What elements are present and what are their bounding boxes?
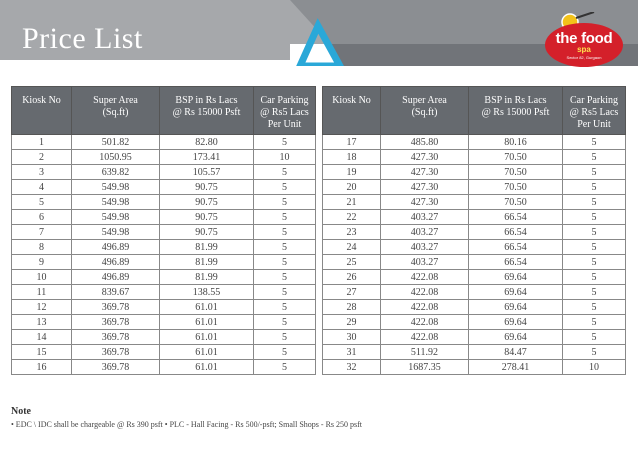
table-cell: 369.78 xyxy=(72,330,160,345)
table-cell: 66.54 xyxy=(469,225,563,240)
price-table-left xyxy=(11,86,316,375)
table-cell: 5 xyxy=(563,330,626,345)
table-cell: 5 xyxy=(254,300,316,315)
column-header-line: BSP in Rs Lacs xyxy=(175,95,238,106)
table-cell: 29 xyxy=(323,315,381,330)
table-cell: 28 xyxy=(323,300,381,315)
column-header-line: @ Rs 15000 Psft xyxy=(481,107,550,118)
table-cell: 5 xyxy=(563,240,626,255)
table-row xyxy=(12,165,316,180)
table-row xyxy=(323,180,626,195)
table-row xyxy=(323,135,626,150)
table-cell: 403.27 xyxy=(381,210,469,225)
column-header-line: (Sq.ft) xyxy=(102,107,129,118)
table-cell: 61.01 xyxy=(160,315,254,330)
table-cell: 4 xyxy=(12,180,72,195)
column-header-line: Kiosk No xyxy=(22,95,61,106)
table-cell: 25 xyxy=(323,255,381,270)
column-header-line: @ Rs5 Lacs xyxy=(260,107,309,118)
table-cell: 422.08 xyxy=(381,315,469,330)
table-row xyxy=(323,285,626,300)
table-cell: 10 xyxy=(563,360,626,375)
table-cell: 496.89 xyxy=(72,255,160,270)
table-cell: 70.50 xyxy=(469,180,563,195)
table-cell: 7 xyxy=(12,225,72,240)
table-cell: 5 xyxy=(254,270,316,285)
table-cell: 13 xyxy=(12,315,72,330)
table-cell: 82.80 xyxy=(160,135,254,150)
table-cell: 5 xyxy=(563,165,626,180)
table-cell: 81.99 xyxy=(160,270,254,285)
table-cell: 369.78 xyxy=(72,315,160,330)
table-cell: 5 xyxy=(254,195,316,210)
table-cell: 839.67 xyxy=(72,285,160,300)
table-cell: 10 xyxy=(12,270,72,285)
table-cell: 138.55 xyxy=(160,285,254,300)
logo-location: Sector 82, Gurgaon xyxy=(566,55,602,60)
table-cell: 369.78 xyxy=(72,345,160,360)
table-cell: 61.01 xyxy=(160,360,254,375)
table-cell: 18 xyxy=(323,150,381,165)
table-cell: 69.64 xyxy=(469,270,563,285)
table-row xyxy=(323,315,626,330)
table-row xyxy=(12,345,316,360)
table-cell: 22 xyxy=(323,210,381,225)
table-cell: 5 xyxy=(563,300,626,315)
the-food-spa-logo xyxy=(544,12,624,70)
table-cell: 5 xyxy=(563,285,626,300)
table-row xyxy=(12,300,316,315)
table-cell: 422.08 xyxy=(381,330,469,345)
table-cell: 90.75 xyxy=(160,210,254,225)
table-cell: 5 xyxy=(563,180,626,195)
table-cell: 23 xyxy=(323,225,381,240)
table-row xyxy=(323,360,626,375)
table-cell: 66.54 xyxy=(469,255,563,270)
price-table-left-body xyxy=(12,135,316,375)
column-header xyxy=(381,87,469,135)
table-cell: 90.75 xyxy=(160,225,254,240)
table-row xyxy=(323,255,626,270)
table-cell: 5 xyxy=(12,195,72,210)
table-cell: 427.30 xyxy=(381,165,469,180)
table-row xyxy=(12,240,316,255)
table-cell: 549.98 xyxy=(72,225,160,240)
table-cell: 69.64 xyxy=(469,315,563,330)
table-cell: 427.30 xyxy=(381,195,469,210)
table-row xyxy=(323,195,626,210)
table-cell: 5 xyxy=(563,270,626,285)
table-cell: 90.75 xyxy=(160,180,254,195)
table-cell: 5 xyxy=(563,225,626,240)
table-row xyxy=(12,285,316,300)
table-cell: 5 xyxy=(254,135,316,150)
table-cell: 427.30 xyxy=(381,180,469,195)
table-cell: 5 xyxy=(254,345,316,360)
column-header xyxy=(254,87,316,135)
table-cell: 549.98 xyxy=(72,210,160,225)
table-cell: 5 xyxy=(563,195,626,210)
table-cell: 5 xyxy=(563,210,626,225)
table-cell: 5 xyxy=(254,180,316,195)
table-row xyxy=(12,210,316,225)
table-cell: 21 xyxy=(323,195,381,210)
table-cell: 5 xyxy=(254,165,316,180)
table-cell: 24 xyxy=(323,240,381,255)
table-cell: 485.80 xyxy=(381,135,469,150)
table-cell: 369.78 xyxy=(72,360,160,375)
table-cell: 15 xyxy=(12,345,72,360)
table-cell: 61.01 xyxy=(160,330,254,345)
table-cell: 30 xyxy=(323,330,381,345)
table-cell: 61.01 xyxy=(160,300,254,315)
table-row xyxy=(323,240,626,255)
column-header-line: BSP in Rs Lacs xyxy=(484,95,547,106)
note-title: Note xyxy=(11,406,31,417)
table-cell: 19 xyxy=(323,165,381,180)
table-cell: 1 xyxy=(12,135,72,150)
table-cell: 69.64 xyxy=(469,330,563,345)
table-cell: 5 xyxy=(563,135,626,150)
table-row xyxy=(12,195,316,210)
table-row xyxy=(323,330,626,345)
price-table-left-header xyxy=(12,87,316,135)
table-row xyxy=(323,225,626,240)
table-row xyxy=(12,360,316,375)
table-cell: 66.54 xyxy=(469,210,563,225)
table-cell: 9 xyxy=(12,255,72,270)
column-header-line: Car Parking xyxy=(569,95,619,106)
table-cell: 496.89 xyxy=(72,240,160,255)
table-cell: 69.64 xyxy=(469,300,563,315)
note-text: • EDC \ IDC shall be chargeable @ Rs 390 psft • PLC - Hall Facing - Rs 500/-psft; Small Shops - Rs 250 psft xyxy=(11,420,363,429)
table-cell: 5 xyxy=(254,240,316,255)
page-title: Price List xyxy=(22,22,143,55)
table-cell: 81.99 xyxy=(160,240,254,255)
table-row xyxy=(12,135,316,150)
column-header-line: Super Area xyxy=(93,95,138,106)
column-header xyxy=(12,87,72,135)
logo-wordmark: the food xyxy=(555,30,613,47)
table-row xyxy=(12,180,316,195)
table-cell: 422.08 xyxy=(381,300,469,315)
table-cell: 5 xyxy=(563,150,626,165)
table-cell: 639.82 xyxy=(72,165,160,180)
column-header-line: @ Rs 15000 Psft xyxy=(172,107,241,118)
table-cell: 5 xyxy=(254,315,316,330)
table-cell: 61.01 xyxy=(160,345,254,360)
column-header-line: Per Unit xyxy=(577,119,611,130)
table-row xyxy=(12,315,316,330)
table-row xyxy=(323,210,626,225)
table-cell: 69.64 xyxy=(469,285,563,300)
table-cell: 549.98 xyxy=(72,180,160,195)
column-header xyxy=(160,87,254,135)
table-cell: 422.08 xyxy=(381,270,469,285)
table-cell: 5 xyxy=(254,210,316,225)
table-cell: 66.54 xyxy=(469,240,563,255)
table-row xyxy=(12,150,316,165)
table-row xyxy=(323,270,626,285)
column-header-line: (Sq.ft) xyxy=(411,107,438,118)
table-cell: 403.27 xyxy=(381,225,469,240)
table-cell: 278.41 xyxy=(469,360,563,375)
table-row xyxy=(323,150,626,165)
logo-subword: spa xyxy=(577,45,591,54)
table-cell: 5 xyxy=(254,285,316,300)
table-cell: 70.50 xyxy=(469,165,563,180)
table-cell: 81.99 xyxy=(160,255,254,270)
table-cell: 26 xyxy=(323,270,381,285)
table-cell: 5 xyxy=(254,360,316,375)
table-cell: 14 xyxy=(12,330,72,345)
table-cell: 501.82 xyxy=(72,135,160,150)
column-header-line: Super Area xyxy=(402,95,447,106)
table-cell: 2 xyxy=(12,150,72,165)
column-header xyxy=(72,87,160,135)
table-cell: 3 xyxy=(12,165,72,180)
table-cell: 70.50 xyxy=(469,150,563,165)
column-header-line: Per Unit xyxy=(267,119,302,130)
column-header xyxy=(469,87,563,135)
table-cell: 105.57 xyxy=(160,165,254,180)
table-cell: 173.41 xyxy=(160,150,254,165)
table-row xyxy=(12,225,316,240)
table-cell: 10 xyxy=(254,150,316,165)
column-header xyxy=(563,87,626,135)
table-row xyxy=(12,255,316,270)
table-cell: 20 xyxy=(323,180,381,195)
table-cell: 403.27 xyxy=(381,240,469,255)
table-cell: 422.08 xyxy=(381,285,469,300)
column-header-line: Kiosk No xyxy=(332,95,371,106)
table-cell: 11 xyxy=(12,285,72,300)
table-cell: 369.78 xyxy=(72,300,160,315)
column-header-line: @ Rs5 Lacs xyxy=(569,107,619,118)
header-banner xyxy=(0,0,638,80)
column-header-line: Car Parking xyxy=(260,95,309,106)
table-cell: 5 xyxy=(254,255,316,270)
table-cell: 80.16 xyxy=(469,135,563,150)
table-cell: 5 xyxy=(563,345,626,360)
table-cell: 90.75 xyxy=(160,195,254,210)
table-cell: 5 xyxy=(563,255,626,270)
table-cell: 1687.35 xyxy=(381,360,469,375)
table-cell: 70.50 xyxy=(469,195,563,210)
table-row xyxy=(323,165,626,180)
price-table-right xyxy=(322,86,626,375)
table-cell: 549.98 xyxy=(72,195,160,210)
table-cell: 8 xyxy=(12,240,72,255)
price-table-right-header xyxy=(323,87,626,135)
table-cell: 31 xyxy=(323,345,381,360)
table-cell: 16 xyxy=(12,360,72,375)
table-row xyxy=(12,270,316,285)
table-cell: 5 xyxy=(563,315,626,330)
table-cell: 17 xyxy=(323,135,381,150)
table-cell: 32 xyxy=(323,360,381,375)
table-cell: 427.30 xyxy=(381,150,469,165)
table-cell: 6 xyxy=(12,210,72,225)
table-cell: 1050.95 xyxy=(72,150,160,165)
table-row xyxy=(12,330,316,345)
table-cell: 5 xyxy=(254,330,316,345)
table-cell: 12 xyxy=(12,300,72,315)
price-table-right-body xyxy=(323,135,626,375)
table-cell: 403.27 xyxy=(381,255,469,270)
table-cell: 496.89 xyxy=(72,270,160,285)
table-row xyxy=(323,345,626,360)
table-cell: 84.47 xyxy=(469,345,563,360)
table-row xyxy=(323,300,626,315)
table-cell: 511.92 xyxy=(381,345,469,360)
table-cell: 27 xyxy=(323,285,381,300)
column-header xyxy=(323,87,381,135)
table-cell: 5 xyxy=(254,225,316,240)
